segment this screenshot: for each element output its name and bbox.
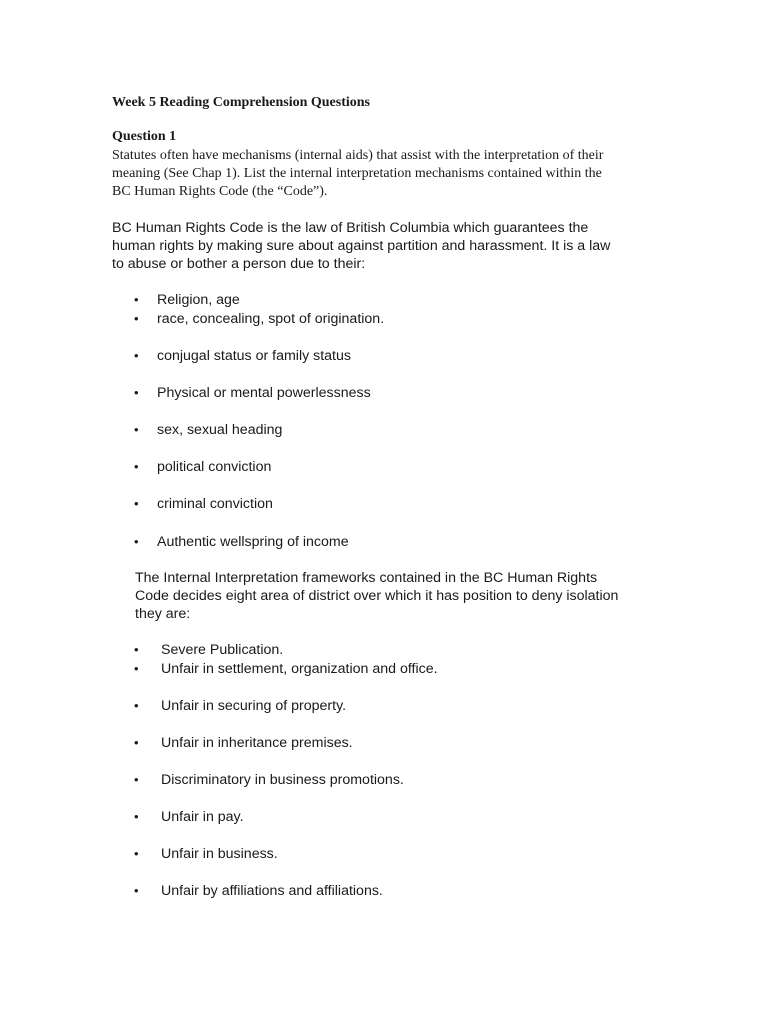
framework-paragraph bbox=[135, 569, 675, 623]
bullet-icon: • bbox=[134, 348, 139, 363]
bullet-icon: • bbox=[134, 642, 139, 657]
question-line: meaning (See Chap 1). List the internal interpretation mechanisms contained within the bbox=[112, 166, 602, 181]
answer-line: to abuse or bother a person due to their: bbox=[112, 256, 366, 272]
answer-line: BC Human Rights Code is the law of British Columbia which guarantees the bbox=[112, 220, 589, 236]
list-item-text: conjugal status or family status bbox=[157, 348, 351, 364]
list-item-text: political conviction bbox=[157, 459, 272, 475]
list-item-text: Unfair in inheritance premises. bbox=[161, 735, 353, 751]
bullet-icon: • bbox=[134, 385, 139, 400]
list-item-text: criminal conviction bbox=[157, 496, 273, 512]
bullet-icon: • bbox=[134, 809, 139, 824]
bullet-icon: • bbox=[134, 698, 139, 713]
list-item-text: Severe Publication. bbox=[161, 642, 284, 658]
question-text bbox=[112, 147, 652, 201]
bullet-icon: • bbox=[134, 496, 139, 511]
list-item-text: Unfair in settlement, organization and office. bbox=[161, 661, 438, 677]
document-title: Week 5 Reading Comprehension Questions bbox=[112, 95, 370, 110]
bullet-icon: • bbox=[134, 459, 139, 474]
bullet-icon: • bbox=[134, 661, 139, 676]
list-item-text: sex, sexual heading bbox=[157, 422, 283, 438]
list-item-text: race, concealing, spot of origination. bbox=[157, 311, 385, 327]
bullet-icon: • bbox=[134, 883, 139, 898]
question-line: BC Human Rights Code (the “Code”). bbox=[112, 184, 328, 199]
bullet-icon: • bbox=[134, 534, 139, 549]
list-item-text: Authentic wellspring of income bbox=[157, 534, 349, 550]
framework-line: they are: bbox=[135, 606, 191, 622]
bullet-icon: • bbox=[134, 846, 139, 861]
list-item-text: Unfair in securing of property. bbox=[161, 698, 347, 714]
framework-line: The Internal Interpretation frameworks contained in the BC Human Rights bbox=[135, 570, 598, 586]
answer-line: human rights by making sure about against partition and harassment. It is a law bbox=[112, 238, 611, 254]
bullet-icon: • bbox=[134, 422, 139, 437]
list-item-text: Unfair in business. bbox=[161, 846, 278, 862]
list-item-text: Physical or mental powerlessness bbox=[157, 385, 371, 401]
framework-line: Code decides eight area of district over which it has position to deny isolation bbox=[135, 588, 619, 604]
bullet-icon: • bbox=[134, 311, 139, 326]
question-heading: Question 1 bbox=[112, 129, 177, 144]
list-item-text: Religion, age bbox=[157, 292, 240, 308]
answer-paragraph bbox=[112, 219, 652, 273]
list-item-text: Discriminatory in business promotions. bbox=[161, 772, 404, 788]
bullet-icon: • bbox=[134, 772, 139, 787]
list-item-text: Unfair by affiliations and affiliations. bbox=[161, 883, 383, 899]
bullet-icon: • bbox=[134, 292, 139, 307]
question-line: Statutes often have mechanisms (internal aids) that assist with the interpretation of their bbox=[112, 148, 604, 163]
bullet-icon: • bbox=[134, 735, 139, 750]
list-item-text: Unfair in pay. bbox=[161, 809, 244, 825]
